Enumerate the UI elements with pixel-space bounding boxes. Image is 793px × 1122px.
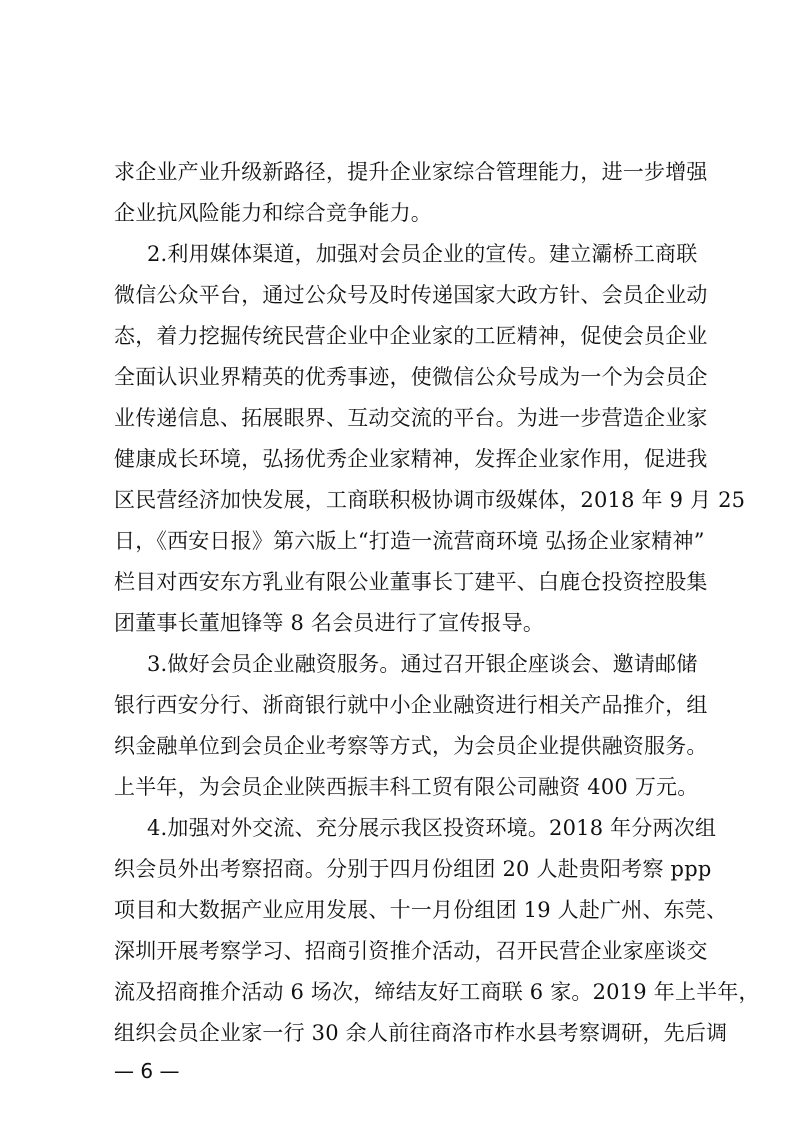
- text-line: 项目和大数据产业应用发展、十一月份组团 19 人赴广州、东莞、: [114, 898, 728, 922]
- text-line: 区民营经济加快发展，工商联积极协调市级媒体，2018 年 9 月 25: [114, 488, 746, 512]
- text-line: 织会员外出考察招商。分别于四月份组团 20 人赴贵阳考察 ppp: [114, 857, 712, 881]
- text-line: 日，《西安日报》第六版上“打造一流营商环境 弘扬企业家精神”: [114, 529, 705, 553]
- text-line: 健康成长环境，弘扬优秀企业家精神，发挥企业家作用，促进我: [114, 447, 708, 471]
- text-line: 企业抗风险能力和综合竞争能力。: [114, 201, 432, 225]
- text-line: 上半年，为会员企业陕西振丰科工贸有限公司融资 400 万元。: [114, 775, 699, 799]
- text-line: 态，着力挖掘传统民营企业中企业家的工匠精神，促使会员企业: [114, 324, 708, 348]
- text-line: 3.做好会员企业融资服务。通过召开银企座谈会、邀请邮储: [147, 652, 698, 676]
- text-line: 业传递信息、拓展眼界、互动交流的平台。为进一步营造企业家: [114, 406, 708, 430]
- text-line: 流及招商推介活动 6 场次，缔结友好工商联 6 家。2019 年上半年，: [114, 980, 760, 1004]
- text-line: 银行西安分行、浙商银行就中小企业融资进行相关产品推介，组: [114, 693, 708, 717]
- text-line: 织金融单位到会员企业考察等方式，为会员企业提供融资服务。: [114, 734, 708, 758]
- text-line: 团董事长董旭锋等 8 名会员进行了宣传报导。: [114, 611, 545, 635]
- text-line: 微信公众平台，通过公众号及时传递国家大政方针、会员企业动: [114, 283, 708, 307]
- text-line: 2.利用媒体渠道，加强对会员企业的宣传。建立灞桥工商联: [147, 242, 698, 266]
- text-line: 4.加强对外交流、充分展示我区投资环境。2018 年分两次组: [147, 816, 717, 840]
- text-line: 全面认识业界精英的优秀事迹，使微信公众号成为一个为会员企: [114, 365, 708, 389]
- page-number: — 6 —: [114, 1059, 180, 1083]
- text-line: 栏目对西安东方乳业有限公业董事长丁建平、白鹿仓投资控股集: [114, 570, 708, 594]
- text-line: 组织会员企业家一行 30 余人前往商洛市柞水县考察调研，先后调: [114, 1021, 728, 1045]
- text-line: 求企业产业升级新路径，提升企业家综合管理能力，进一步增强: [114, 160, 708, 184]
- text-line: 深圳开展考察学习、招商引资推介活动，召开民营企业家座谈交: [114, 939, 708, 963]
